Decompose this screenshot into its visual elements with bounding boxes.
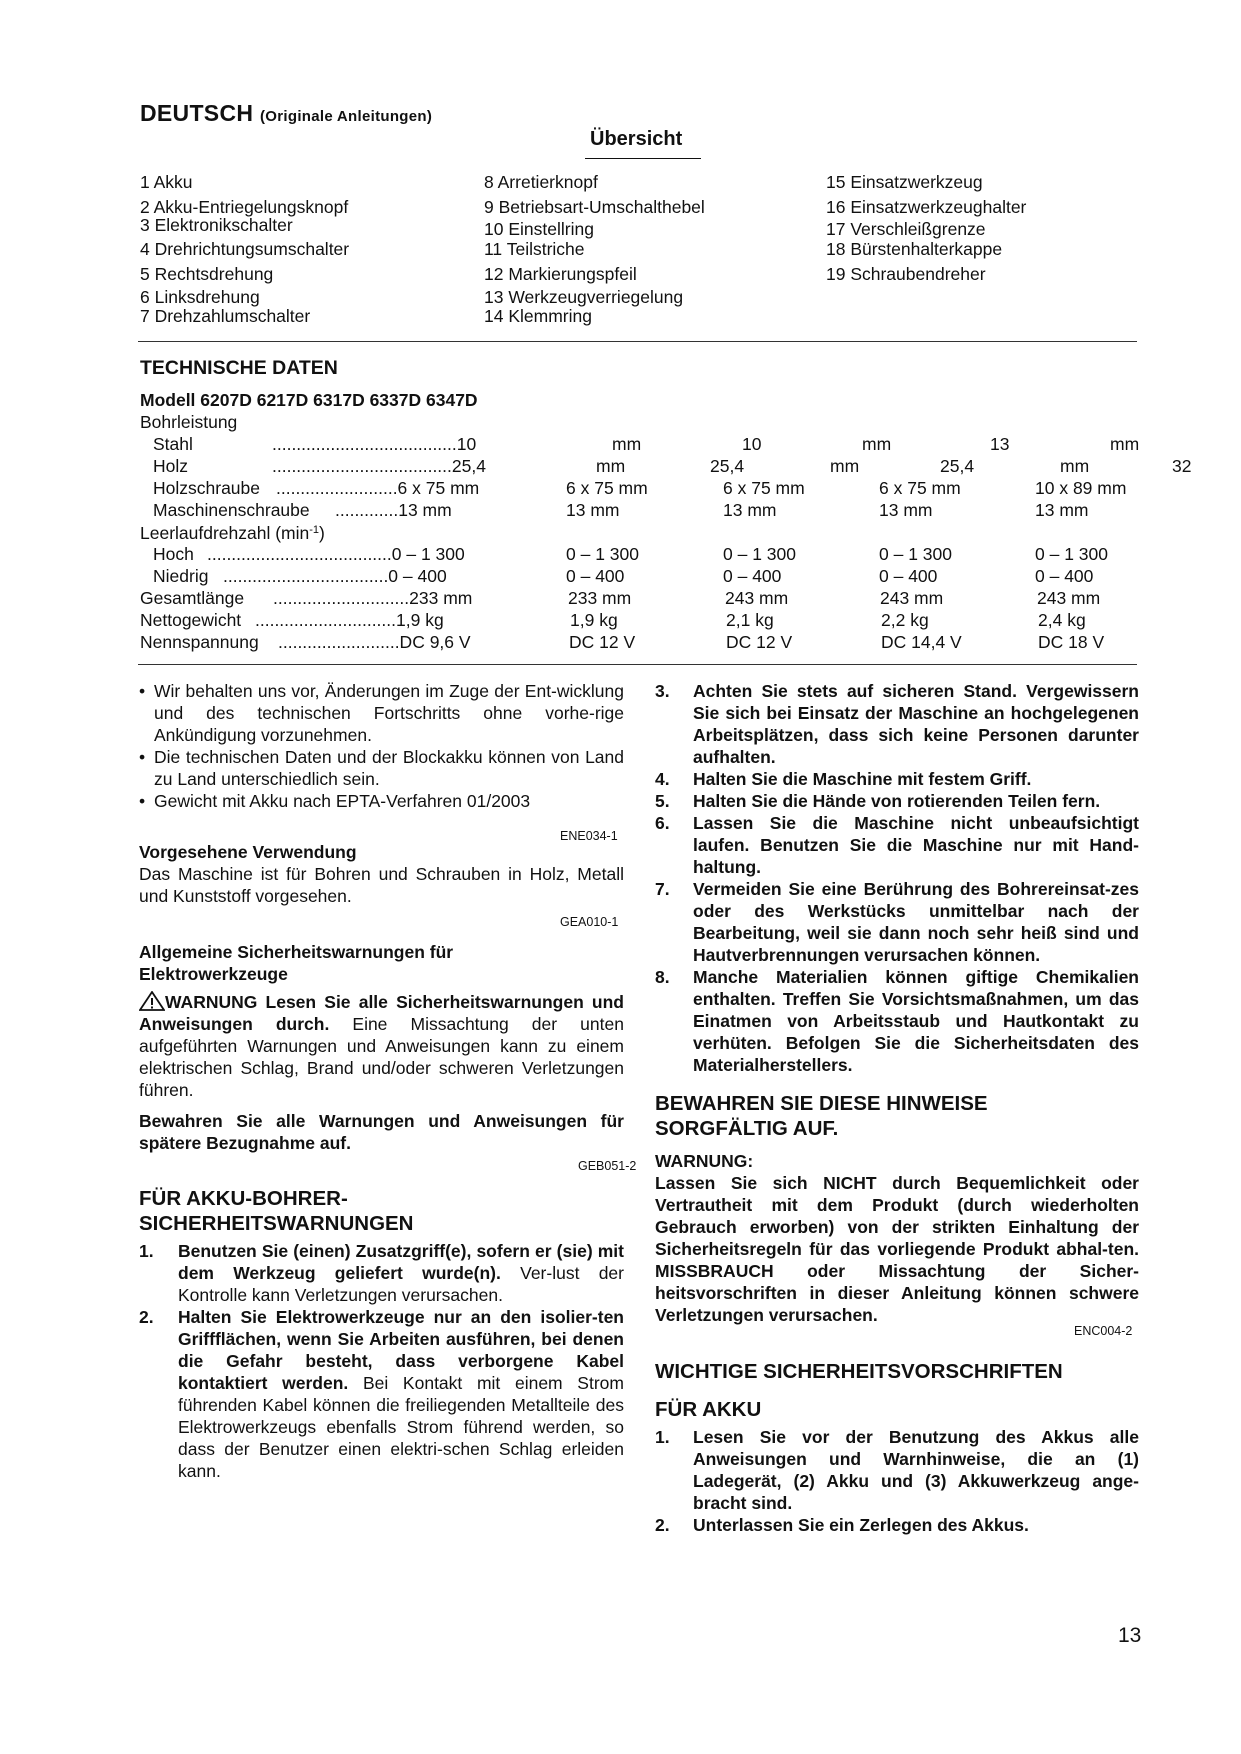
doc-code: ENC004-2: [1074, 1324, 1133, 1338]
specs-value: 0 – 1 300: [879, 544, 952, 564]
list-item: 1. Benutzen Sie (einen) Zusatzgriff(e), sofern er (sie) mit dem Werkzeug geliefert wurde(n). Ver-lust der Kontrolle kann Verletzungen verursachen.: [139, 1241, 624, 1305]
specs-value: .........................6 x 75 mm: [276, 478, 480, 498]
specs-value: 25,4: [710, 456, 745, 476]
specs-value: 233 mm: [568, 588, 632, 608]
overview-item: 13 Werkzeugverriegelung: [484, 287, 684, 307]
section-heading: FÜR AKKU-BOHRER-: [139, 1187, 348, 1210]
list-item: • Gewicht mit Akku nach EPTA-Verfahren 01/2003: [139, 791, 531, 811]
overview-item: 11 Teilstriche: [484, 239, 585, 259]
specs-value: 13 mm: [879, 500, 933, 520]
paragraph: Bewahren Sie alle Warnungen und Anweisungen für spätere Bezugnahme auf.: [139, 1111, 624, 1153]
specs-note-list: [139, 680, 624, 812]
divider: [138, 341, 1137, 342]
specs-value: 0 – 1 300: [723, 544, 796, 564]
specs-value: ..................................0 – 400: [223, 566, 447, 586]
specs-value: 6 x 75 mm: [566, 478, 648, 498]
specs-value: mm: [862, 434, 892, 454]
warning-label: WARNUNG:: [655, 1151, 754, 1171]
specs-value: ............................233 mm: [273, 588, 473, 608]
specs-label: Holz: [153, 456, 189, 476]
overview-item: 8 Arretierknopf: [484, 172, 598, 192]
specs-value: 2,1 kg: [726, 610, 774, 630]
overview-item: 10 Einstellring: [484, 219, 594, 239]
doc-code: GEB051-2: [578, 1159, 637, 1173]
specs-label: Bohrleistung: [140, 412, 238, 432]
section-title: Allgemeine Sicherheitswarnungen für: [139, 942, 454, 962]
specs-value: 243 mm: [725, 588, 789, 608]
specs-value: 0 – 400: [566, 566, 625, 586]
paragraph: Das Maschine ist für Bohren und Schrauben in Holz, Metall und Kunststoff vorgesehen.: [139, 864, 624, 906]
specs-value: .....................................25,4: [272, 456, 486, 476]
specs-value: 13 mm: [723, 500, 777, 520]
specs-value: mm: [596, 456, 626, 476]
specs-value: 0 – 400: [1035, 566, 1094, 586]
list-item: 3. Achten Sie stets auf sicheren Stand. Vergewissern Sie sich bei Einsatz der Maschine an hochgelegenen Arbeitsplätzen, dass sich keine Personen darunter aufhalten.: [655, 681, 1139, 767]
specs-value: 0 – 400: [879, 566, 938, 586]
list-item: 2. Halten Sie Elektrowerkzeuge nur an den isolier-ten Griffflächen, wenn Sie Arbeiten ausführen, bei denen die Gefahr besteht, dass verborgene Kabel kontaktiert werden. Bei Kontakt mit einem Strom führenden Kabel können die freiliegenden Metallteile des Elektrowerkzeugs ebenfalls Strom führend werden, so dass der Benutzer einen elektri-schen Schlag erleiden kann.: [139, 1307, 624, 1481]
section-title: Vorgesehene Verwendung: [139, 842, 357, 862]
list-item: • Die technischen Daten und der Blockakku können von Land zu Land unterschiedlich sein.: [139, 747, 624, 789]
specs-label: Nettogewicht: [140, 610, 242, 630]
specs-label: Nennspannung: [140, 632, 259, 652]
specs-value: 2,4 kg: [1038, 610, 1086, 630]
doc-code: ENE034-1: [560, 829, 618, 843]
specs-value: .............13 mm: [335, 500, 452, 520]
specs-value: 6 x 75 mm: [879, 478, 961, 498]
specs-value: 32: [1172, 456, 1192, 476]
specs-value: 13 mm: [1035, 500, 1089, 520]
specs-value: 25,4: [940, 456, 975, 476]
specs-value: DC 12 V: [569, 632, 636, 652]
specs-value: 243 mm: [880, 588, 944, 608]
section-heading: SICHERHEITSWARNUNGEN: [139, 1212, 414, 1235]
specs-value: ......................................0 – 1 300: [207, 544, 465, 564]
overview-item: 3 Elektronikschalter: [140, 215, 293, 235]
list-item: 7. Vermeiden Sie eine Berührung des Bohrereinsat-zes oder des Werkstücks unmittelbar nach der Bearbeitung, weil sie dann noch sehr heiß sind und Hautverbrennungen verursachen können.: [655, 879, 1139, 965]
specs-title: TECHNISCHE DATEN: [140, 357, 338, 379]
specs-value: 1,9 kg: [570, 610, 618, 630]
divider: [138, 664, 1137, 665]
list-item: 5. Halten Sie die Hände von rotierenden Teilen fern.: [655, 791, 1101, 811]
specs-value: 2,2 kg: [881, 610, 929, 630]
drill-safety-list: [139, 1240, 624, 1482]
specs-value: mm: [1060, 456, 1090, 476]
specs-label: Leerlaufdrehzahl $(\min^{-1})$: [140, 523, 325, 543]
doc-code: GEA010-1: [560, 915, 619, 929]
specs-value: ......................................10: [272, 434, 477, 454]
specs-value: DC 18 V: [1038, 632, 1105, 652]
list-item: 8. Manche Materialien können giftige Chemikalien enthalten. Treffen Sie Vorsichtsmaßnahmen, um das Einatmen von Arbeitsstaub und Hautkontakt zu verhüten. Befolgen Sie die Sicherheitsdaten des Materialherstellers.: [655, 967, 1139, 1075]
specs-value: 13 mm: [566, 500, 620, 520]
list-item: 4. Halten Sie die Maschine mit festem Griff.: [655, 769, 1032, 789]
specs-label: Maschinenschraube: [153, 500, 310, 520]
list-item: • Wir behalten uns vor, Änderungen im Zuge der Ent-wicklung und des technischen Fortschritts ohne vorhe-rige Ankündigung vorzunehmen.: [139, 681, 624, 745]
overview-title: Übersicht: [590, 128, 683, 150]
overview-item: 4 Drehrichtungsumschalter: [140, 239, 350, 259]
overview-item: 19 Schraubendreher: [826, 264, 986, 284]
overview-item: 7 Drehzahlumschalter: [140, 306, 311, 326]
specs-value: DC 14,4 V: [881, 632, 962, 652]
specs-label: Holzschraube: [153, 478, 260, 498]
language-heading: DEUTSCH (Originale Anleitungen): [140, 100, 433, 126]
page-number: 13: [1118, 1624, 1142, 1647]
specs-value: .............................1,9 kg: [255, 610, 444, 630]
battery-safety-list: [655, 1426, 1139, 1536]
section-heading: BEWAHREN SIE DIESE HINWEISE: [655, 1092, 988, 1115]
overview-underline: [585, 158, 701, 159]
specs-label: Hoch: [153, 544, 194, 564]
specs-value: 0 – 1 300: [566, 544, 639, 564]
section-heading: WICHTIGE SICHERHEITSVORSCHRIFTEN: [655, 1360, 1063, 1383]
specs-value: mm: [830, 456, 860, 476]
warning-triangle-icon: [139, 991, 165, 1011]
warning-paragraph: Lassen Sie sich NICHT durch Bequemlichkeit oder Vertrautheit mit dem Produkt (durch wiederholten Gebrauch erworben) von der strikten Einhaltung der Sicherheitsregeln für das vorliegende Produkt abhal-ten. MISSBRAUCH oder Missachtung der Sicher-heitsvorschriften in dieser Anleitung können schwere Verletzungen verursachen.: [655, 1173, 1139, 1325]
overview-item: 14 Klemmring: [484, 306, 592, 326]
specs-value: 13: [990, 434, 1010, 454]
specs-value: 10: [742, 434, 762, 454]
specs-value: 10 x 89 mm: [1035, 478, 1127, 498]
specs-value: 0 – 400: [723, 566, 782, 586]
section-heading: SORGFÄLTIG AUF.: [655, 1117, 839, 1140]
overview-item: 12 Markierungspfeil: [484, 264, 637, 284]
specs-value: 0 – 1 300: [1035, 544, 1108, 564]
specs-value: mm: [612, 434, 642, 454]
warning-paragraph: WARNUNG Lesen Sie alle Sicherheitswarnungen und Anweisungen durch. Eine Missachtung der unten aufgeführten Warnungen und Anweisungen kann zu einem elektrischen Schlag, Brand und/oder schweren Verletzungen führen.: [139, 992, 624, 1100]
list-item: 2. Unterlassen Sie ein Zerlegen des Akkus.: [655, 1515, 1029, 1535]
overview-item: 2 Akku-Entriegelungsknopf: [140, 197, 349, 217]
specs-value: 6 x 75 mm: [723, 478, 805, 498]
list-item: 1. Lesen Sie vor der Benutzung des Akkus alle Anweisungen und Warnhinweise, die an (1) Ladegerät, (2) Akku und (3) Akkuwerkzeug ange-bracht sind.: [655, 1427, 1139, 1513]
overview-item: 18 Bürstenhalterkappe: [826, 239, 1003, 259]
specs-label: Niedrig: [153, 566, 209, 586]
overview-item: 1 Akku: [140, 172, 193, 192]
specs-value: .........................DC 9,6 V: [278, 632, 471, 652]
overview-item: 9 Betriebsart-Umschalthebel: [484, 197, 705, 217]
section-heading: FÜR AKKU: [655, 1398, 762, 1421]
overview-item: 6 Linksdrehung: [140, 287, 260, 307]
overview-item: 15 Einsatzwerkzeug: [826, 172, 983, 192]
list-item: 6. Lassen Sie die Maschine nicht unbeaufsichtigt laufen. Benutzen Sie die Maschine nur mit Hand-haltung.: [655, 813, 1139, 877]
overview-item: 16 Einsatzwerkzeughalter: [826, 197, 1027, 217]
specs-value: 243 mm: [1037, 588, 1101, 608]
specs-model-line: Modell 6207D 6217D 6317D 6337D 6347D: [140, 390, 478, 410]
specs-value: mm: [1110, 434, 1140, 454]
overview-item: 5 Rechtsdrehung: [140, 264, 274, 284]
specs-label: Stahl: [153, 434, 193, 454]
specs-value: DC 12 V: [726, 632, 793, 652]
overview-item: 17 Verschleißgrenze: [826, 219, 986, 239]
section-title: Elektrowerkzeuge: [139, 964, 288, 984]
specs-label: Gesamtlänge: [140, 588, 245, 608]
safety-list: [655, 680, 1139, 1076]
